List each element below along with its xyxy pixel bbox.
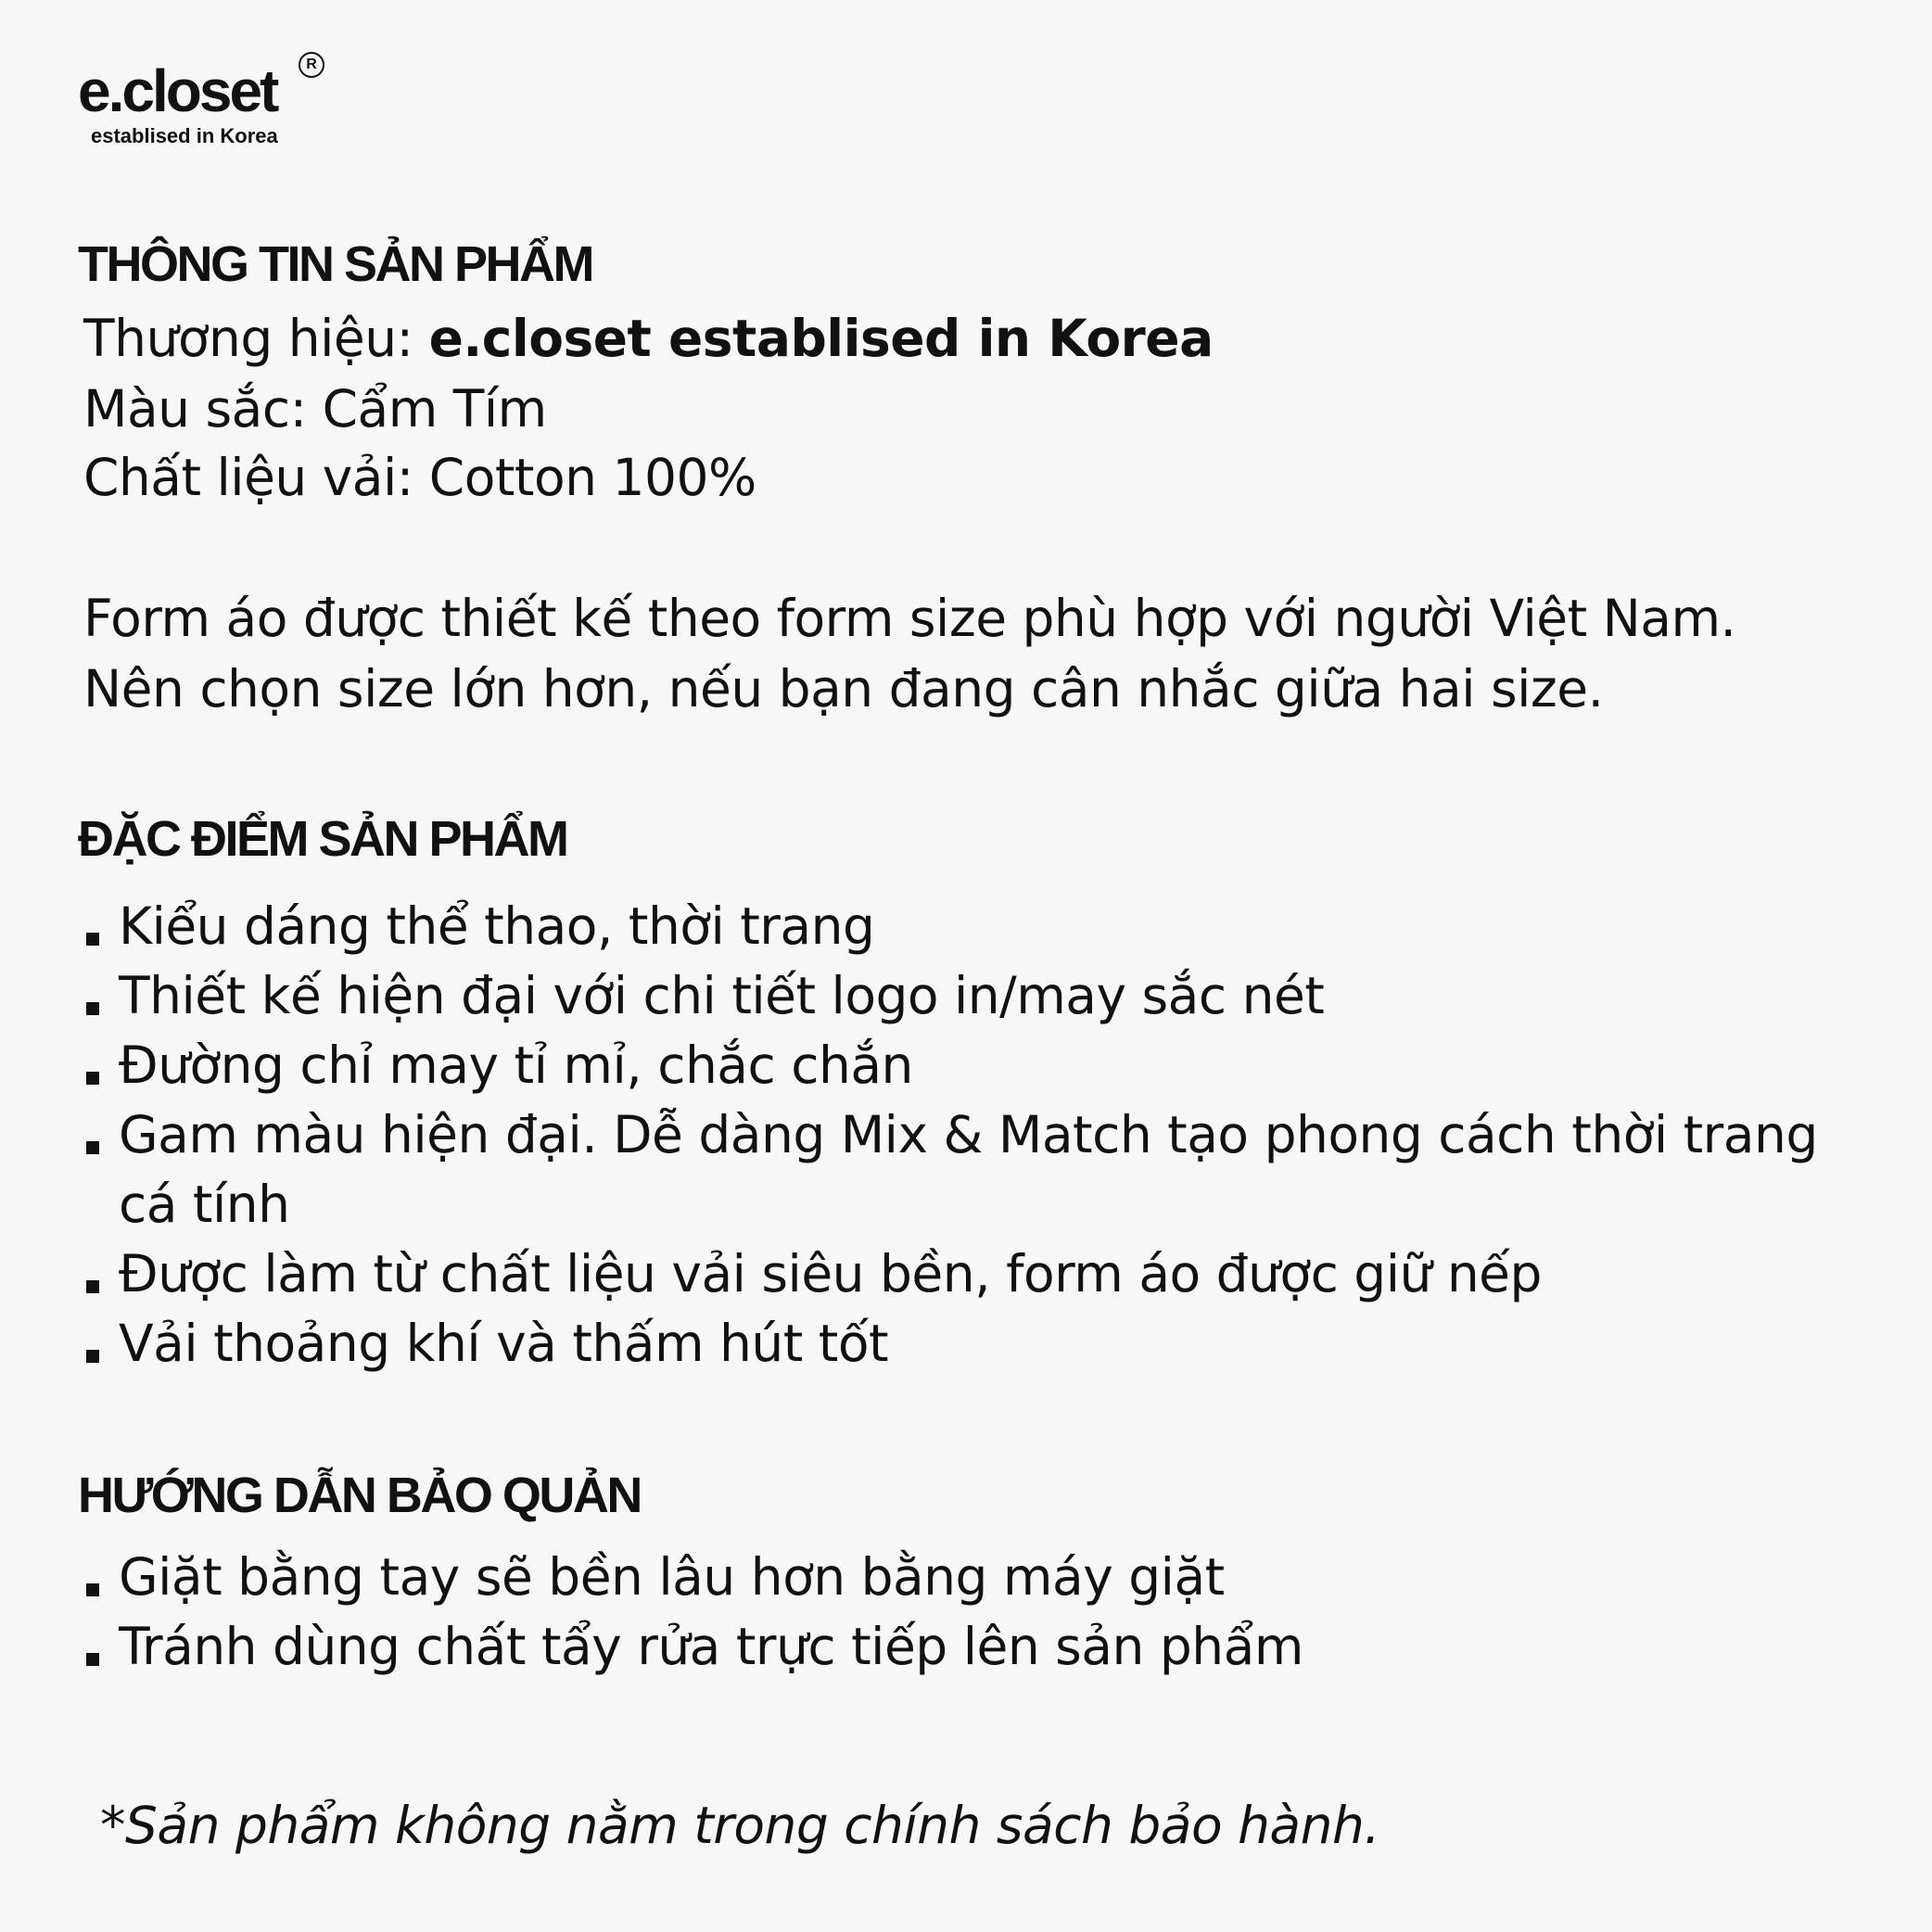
bullet-square-icon	[86, 1583, 99, 1596]
care-item-text: Tránh dùng chất tẩy rửa trực tiếp lên sản phẩm	[119, 1617, 1303, 1676]
feature-item-text: Gam màu hiện đại. Dễ dàng Mix & Match tạo phong cách thời trang cá tính	[119, 1105, 1818, 1234]
feature-item-text: Được làm từ chất liệu vải siêu bền, form áo được giữ nếp	[119, 1244, 1542, 1303]
bullet-square-icon	[86, 1350, 99, 1363]
brand-logo	[78, 52, 356, 154]
feature-item-text: Kiểu dáng thể thao, thời trang	[119, 896, 875, 956]
brand-label: Thương hiệu:	[83, 309, 429, 368]
bullet-square-icon	[86, 1072, 99, 1085]
feature-item	[83, 1100, 1826, 1239]
care-item	[83, 1543, 1826, 1612]
feature-item	[83, 1031, 1826, 1100]
bullet-square-icon	[86, 1002, 99, 1015]
bullet-square-icon	[86, 1653, 99, 1666]
bullet-square-icon	[86, 1280, 99, 1293]
feature-item	[83, 961, 1826, 1031]
logo-wordmark: e.closet	[78, 57, 277, 124]
form-note-line-1: Form áo được thiết kế theo form size phù hợp với người Việt Nam.	[83, 589, 1736, 648]
feature-item	[83, 892, 1826, 961]
form-note-line-2: Nên chọn size lớn hơn, nếu bạn đang cân nhắc giữa hai size.	[83, 659, 1604, 718]
registered-mark-icon: R	[299, 52, 324, 78]
care-item	[83, 1612, 1826, 1682]
feature-item	[83, 1309, 1826, 1379]
feature-item-text: Vải thoảng khí và thấm hút tốt	[119, 1314, 889, 1373]
feature-item	[83, 1239, 1826, 1309]
brand-line	[83, 310, 1214, 368]
bullet-square-icon	[86, 933, 99, 946]
care-heading: HƯỚNG DẪN BẢO QUẢN	[78, 1468, 641, 1523]
color-line: Màu sắc: Cẩm Tím	[83, 379, 547, 439]
logo-tagline: establised in Korea	[91, 124, 278, 147]
feature-item-text: Đường chỉ may tỉ mỉ, chắc chắn	[119, 1036, 913, 1095]
features-heading: ĐẶC ĐIỂM SẢN PHẨM	[78, 811, 567, 867]
material-line: Chất liệu vải: Cotton 100%	[83, 448, 756, 507]
bullet-square-icon	[86, 1141, 99, 1154]
product-info-heading: THÔNG TIN SẢN PHẨM	[78, 236, 592, 292]
brand-value: e.closet establised in Korea	[428, 309, 1214, 368]
care-item-text: Giặt bằng tay sẽ bền lâu hơn bằng máy giặt	[119, 1547, 1225, 1607]
warranty-footnote: *Sản phẩm không nằm trong chính sách bảo hành.	[100, 1796, 1380, 1855]
feature-item-text: Thiết kế hiện đại với chi tiết logo in/may sắc nét	[119, 966, 1325, 1025]
